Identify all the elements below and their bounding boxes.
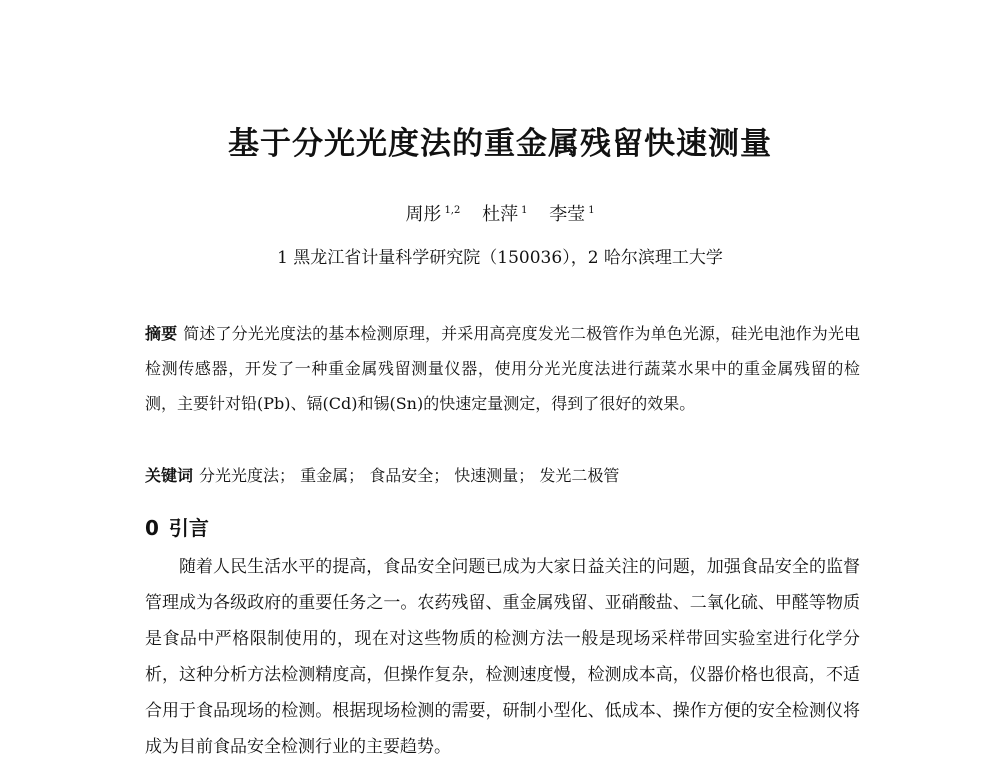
- author-3-affil: 1: [588, 205, 595, 216]
- section-number: 0: [145, 516, 159, 540]
- keywords-text: 分光光度法； 重金属； 食品安全； 快速测量； 发光二极管: [199, 466, 620, 485]
- author-list: [0, 200, 1000, 226]
- author-2-affil: 1: [521, 205, 528, 216]
- author-2: [482, 204, 527, 225]
- intro-paragraph: 随着人民生活水平的提高，食品安全问题已成为大家日益关注的问题，加强食品安全的监督管理成为各级政府的重要任务之一。农药残留、重金属残留、亚硝酸盐、二氧化硫、甲醛等物质是食品中严格限制使用的，现在对这些物质的检测方法一般是现场采样带回实验室进行化学分析，这种分析方法检测精度高，但操作复杂，检测速度慢，检测成本高，仪器价格也很高，不适合用于食品现场的检测。根据现场检测的需要，研制小型化、低成本、操作方便的安全检测仪将成为目前食品安全检测行业的主要趋势。: [145, 557, 860, 757]
- abstract-text: 简述了分光光度法的基本检测原理，并采用高亮度发光二极管作为单色光源，硅光电池作为光电检测传感器，开发了一种重金属残留测量仪器，使用分光光度法进行蔬菜水果中的重金属残留的检测，主要针对铅(Pb)、镉(Cd)和锡(Sn)的快速定量测定，得到了很好的效果。: [145, 324, 860, 413]
- keywords-label: 关键词: [145, 466, 194, 485]
- author-1-affil: 1,2: [444, 205, 461, 216]
- affiliations: 1 黑龙江省计量科学研究院（150036），2 哈尔滨理工大学: [277, 248, 723, 268]
- abstract: [145, 316, 860, 421]
- section-heading: [145, 512, 209, 541]
- paper-title: 基于分光光度法的重金属残留快速测量: [228, 126, 772, 162]
- author-1-name: 周彤: [405, 204, 442, 225]
- section-title: 引言: [168, 516, 209, 540]
- author-3: [549, 204, 594, 225]
- author-3-name: 李莹: [549, 204, 586, 225]
- author-2-name: 杜萍: [482, 204, 519, 225]
- abstract-label: 摘要: [145, 324, 178, 343]
- author-1: [405, 204, 460, 225]
- keywords: [145, 463, 860, 489]
